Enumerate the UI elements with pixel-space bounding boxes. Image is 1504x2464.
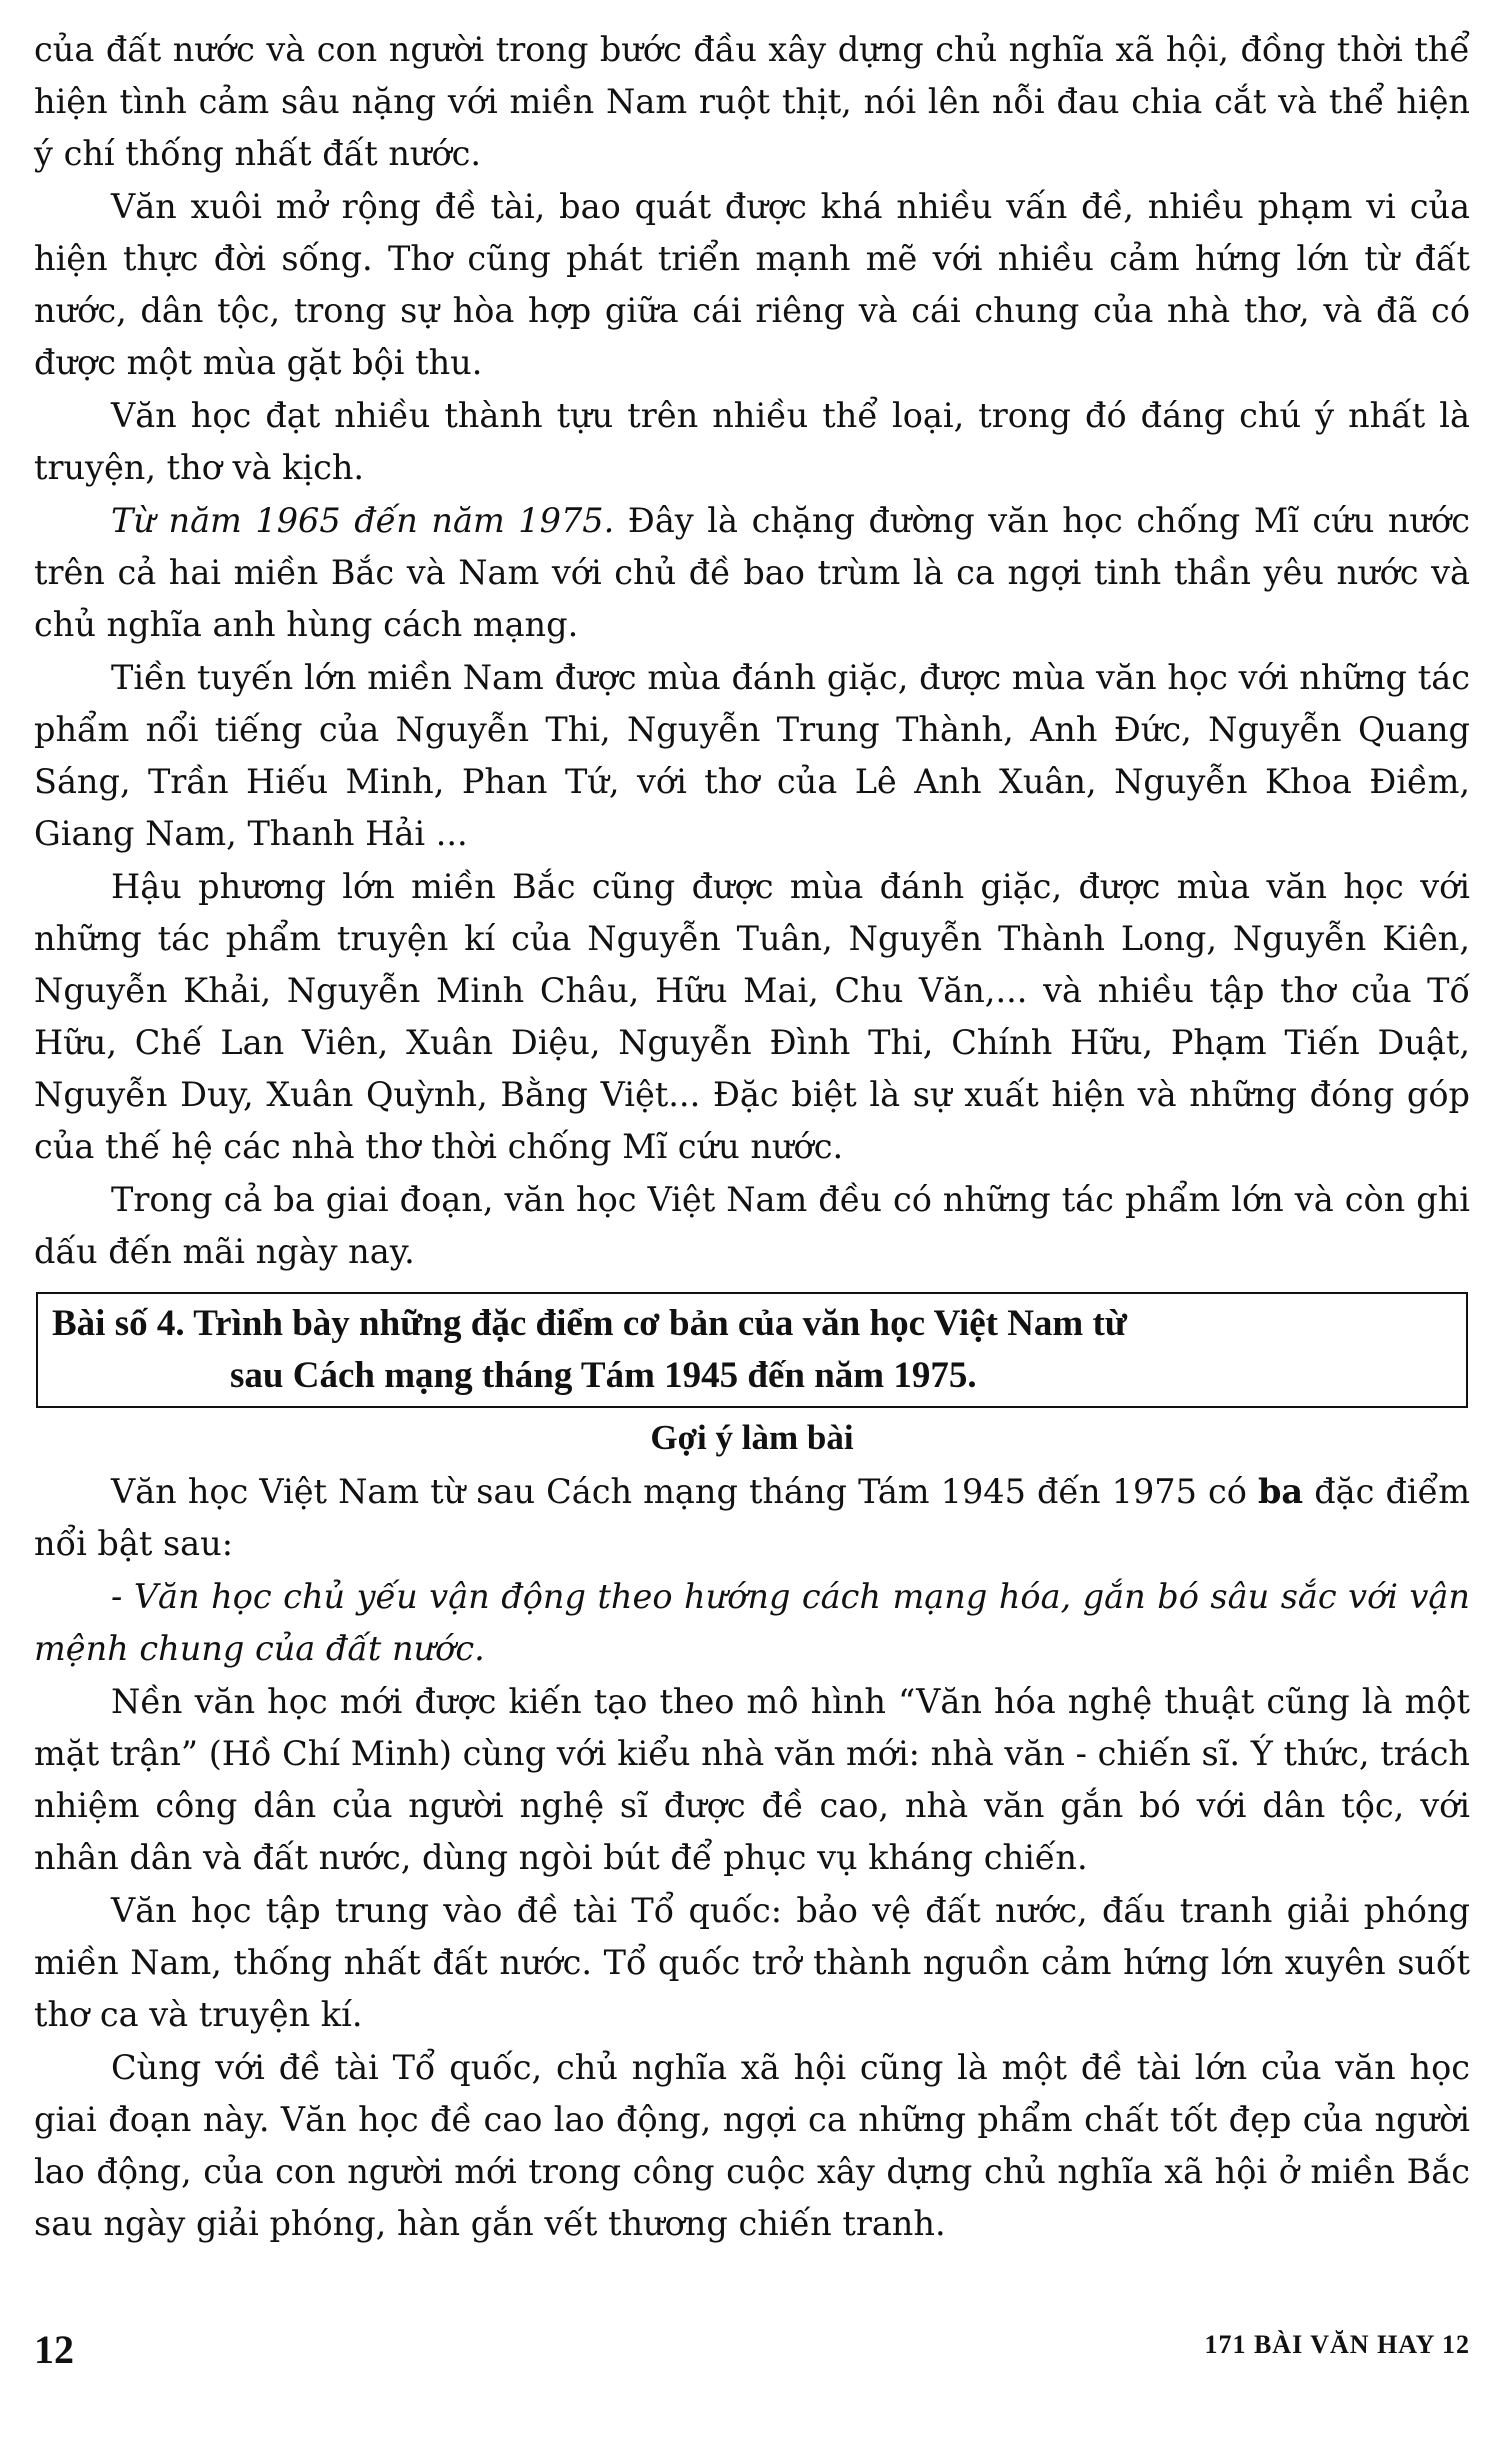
- intro-bold: ba: [1258, 1472, 1304, 1511]
- feature-point: - Văn học chủ yếu vận động theo hướng cách mạng hóa, gắn bó sâu sắc với vận mệnh chung của đất nước.: [34, 1577, 1470, 1668]
- period-lead: Từ năm 1965 đến năm 1975.: [111, 501, 615, 540]
- page-body: [34, 24, 1470, 2251]
- paragraph-north-rear: Hậu phương lớn miền Bắc cũng được mùa đánh giặc, được mùa văn học với những tác phẩm truyện kí của Nguyễn Tuân, Nguyễn Thành Long, Nguyễn Kiên, Nguyễn Khải, Nguyễn Minh Châu, Hữu Mai, Chu Văn,... và nhiều tập thơ của Tố Hữu, Chế Lan Viên, Xuân Diệu, Nguyễn Đình Thi, Chính Hữu, Phạm Tiến Duật, Nguyễn Duy, Xuân Quỳnh, Bằng Việt... Đặc biệt là sự xuất hiện và những đóng góp của thế hệ các nhà thơ thời chống Mĩ cứu nước.: [34, 867, 1470, 1166]
- intro-before: Văn học Việt Nam từ sau Cách mạng tháng Tám 1945 đến 1975 có: [111, 1472, 1258, 1511]
- paragraph-three-stages: Trong cả ba giai đoạn, văn học Việt Nam đều có những tác phẩm lớn và còn ghi dấu đến mãi ngày nay.: [34, 1180, 1470, 1271]
- paragraph-prose-poetry: Văn xuôi mở rộng đề tài, bao quát được khá nhiều vấn đề, nhiều phạm vi của hiện thực đời sống. Thơ cũng phát triển mạnh mẽ với nhiều cảm hứng lớn từ đất nước, dân tộc, trong sự hòa hợp giữa cái riêng và cái chung của nhà thơ, và đã có được một mùa gặt bội thu.: [34, 187, 1470, 382]
- page-footer: [34, 2318, 1470, 2378]
- paragraph-continuation: của đất nước và con người trong bước đầu xây dựng chủ nghĩa xã hội, đồng thời thể hiện tình cảm sâu nặng với miền Nam ruột thịt, nói lên nỗi đau chia cắt và thể hiện ý chí thống nhất đất nước.: [34, 30, 1470, 173]
- book-title: 171 BÀI VĂN HAY 12: [1204, 2330, 1470, 2359]
- paragraph-genres: Văn học đạt nhiều thành tựu trên nhiều thể loại, trong đó đáng chú ý nhất là truyện, thơ và kịch.: [34, 396, 1470, 487]
- question-box: [36, 1292, 1468, 1408]
- question-line-2: sau Cách mạng tháng Tám 1945 đến năm 1975.: [230, 1355, 977, 1396]
- paragraph-socialism-theme: Cùng với đề tài Tổ quốc, chủ nghĩa xã hội cũng là một đề tài lớn của văn học giai đoạn này. Văn học đề cao lao động, ngợi ca những phẩm chất tốt đẹp của người lao động, của con người mới trong công cuộc xây dựng chủ nghĩa xã hội ở miền Bắc sau ngày giải phóng, hàn gắn vết thương chiến tranh.: [34, 2048, 1470, 2243]
- hint-heading: Gợi ý làm bài: [650, 1418, 854, 1457]
- paragraph-south-front: Tiền tuyến lớn miền Nam được mùa đánh giặc, được mùa văn học với những tác phẩm nổi tiếng của Nguyễn Thi, Nguyễn Trung Thành, Anh Đức, Nguyễn Quang Sáng, Trần Hiếu Minh, Phan Tứ, với thơ của Lê Anh Xuân, Nguyễn Khoa Điềm, Giang Nam, Thanh Hải ...: [34, 658, 1470, 853]
- paragraph-period-1965-1975: [34, 495, 1470, 651]
- paragraph-intro: [34, 1466, 1470, 1570]
- paragraph-fatherland-theme: Văn học tập trung vào đề tài Tổ quốc: bảo vệ đất nước, đấu tranh giải phóng miền Nam, thống nhất đất nước. Tổ quốc trở thành nguồn cảm hứng lớn xuyên suốt thơ ca và truyện kí.: [34, 1891, 1470, 2034]
- question-line-1: Bài số 4. Trình bày những đặc điểm cơ bản của văn học Việt Nam từ: [52, 1303, 1128, 1344]
- intro-after: đặc điểm nổi bật sau:: [34, 1472, 1471, 1563]
- period-rest: Đây là chặng đường văn học chống Mĩ cứu nước trên cả hai miền Bắc và Nam với chủ đề bao trùm là ca ngợi tinh thần yêu nước và chủ nghĩa anh hùng cách mạng.: [34, 501, 1470, 644]
- paragraph-new-literature: Nền văn học mới được kiến tạo theo mô hình “Văn hóa nghệ thuật cũng là một mặt trận” (Hồ Chí Minh) cùng với kiểu nhà văn mới: nhà văn - chiến sĩ. Ý thức, trách nhiệm công dân của người nghệ sĩ được đề cao, nhà văn gắn bó với dân tộc, với nhân dân và đất nước, dùng ngòi bút để phục vụ kháng chiến.: [34, 1682, 1470, 1877]
- page-number: 12: [34, 2327, 74, 2372]
